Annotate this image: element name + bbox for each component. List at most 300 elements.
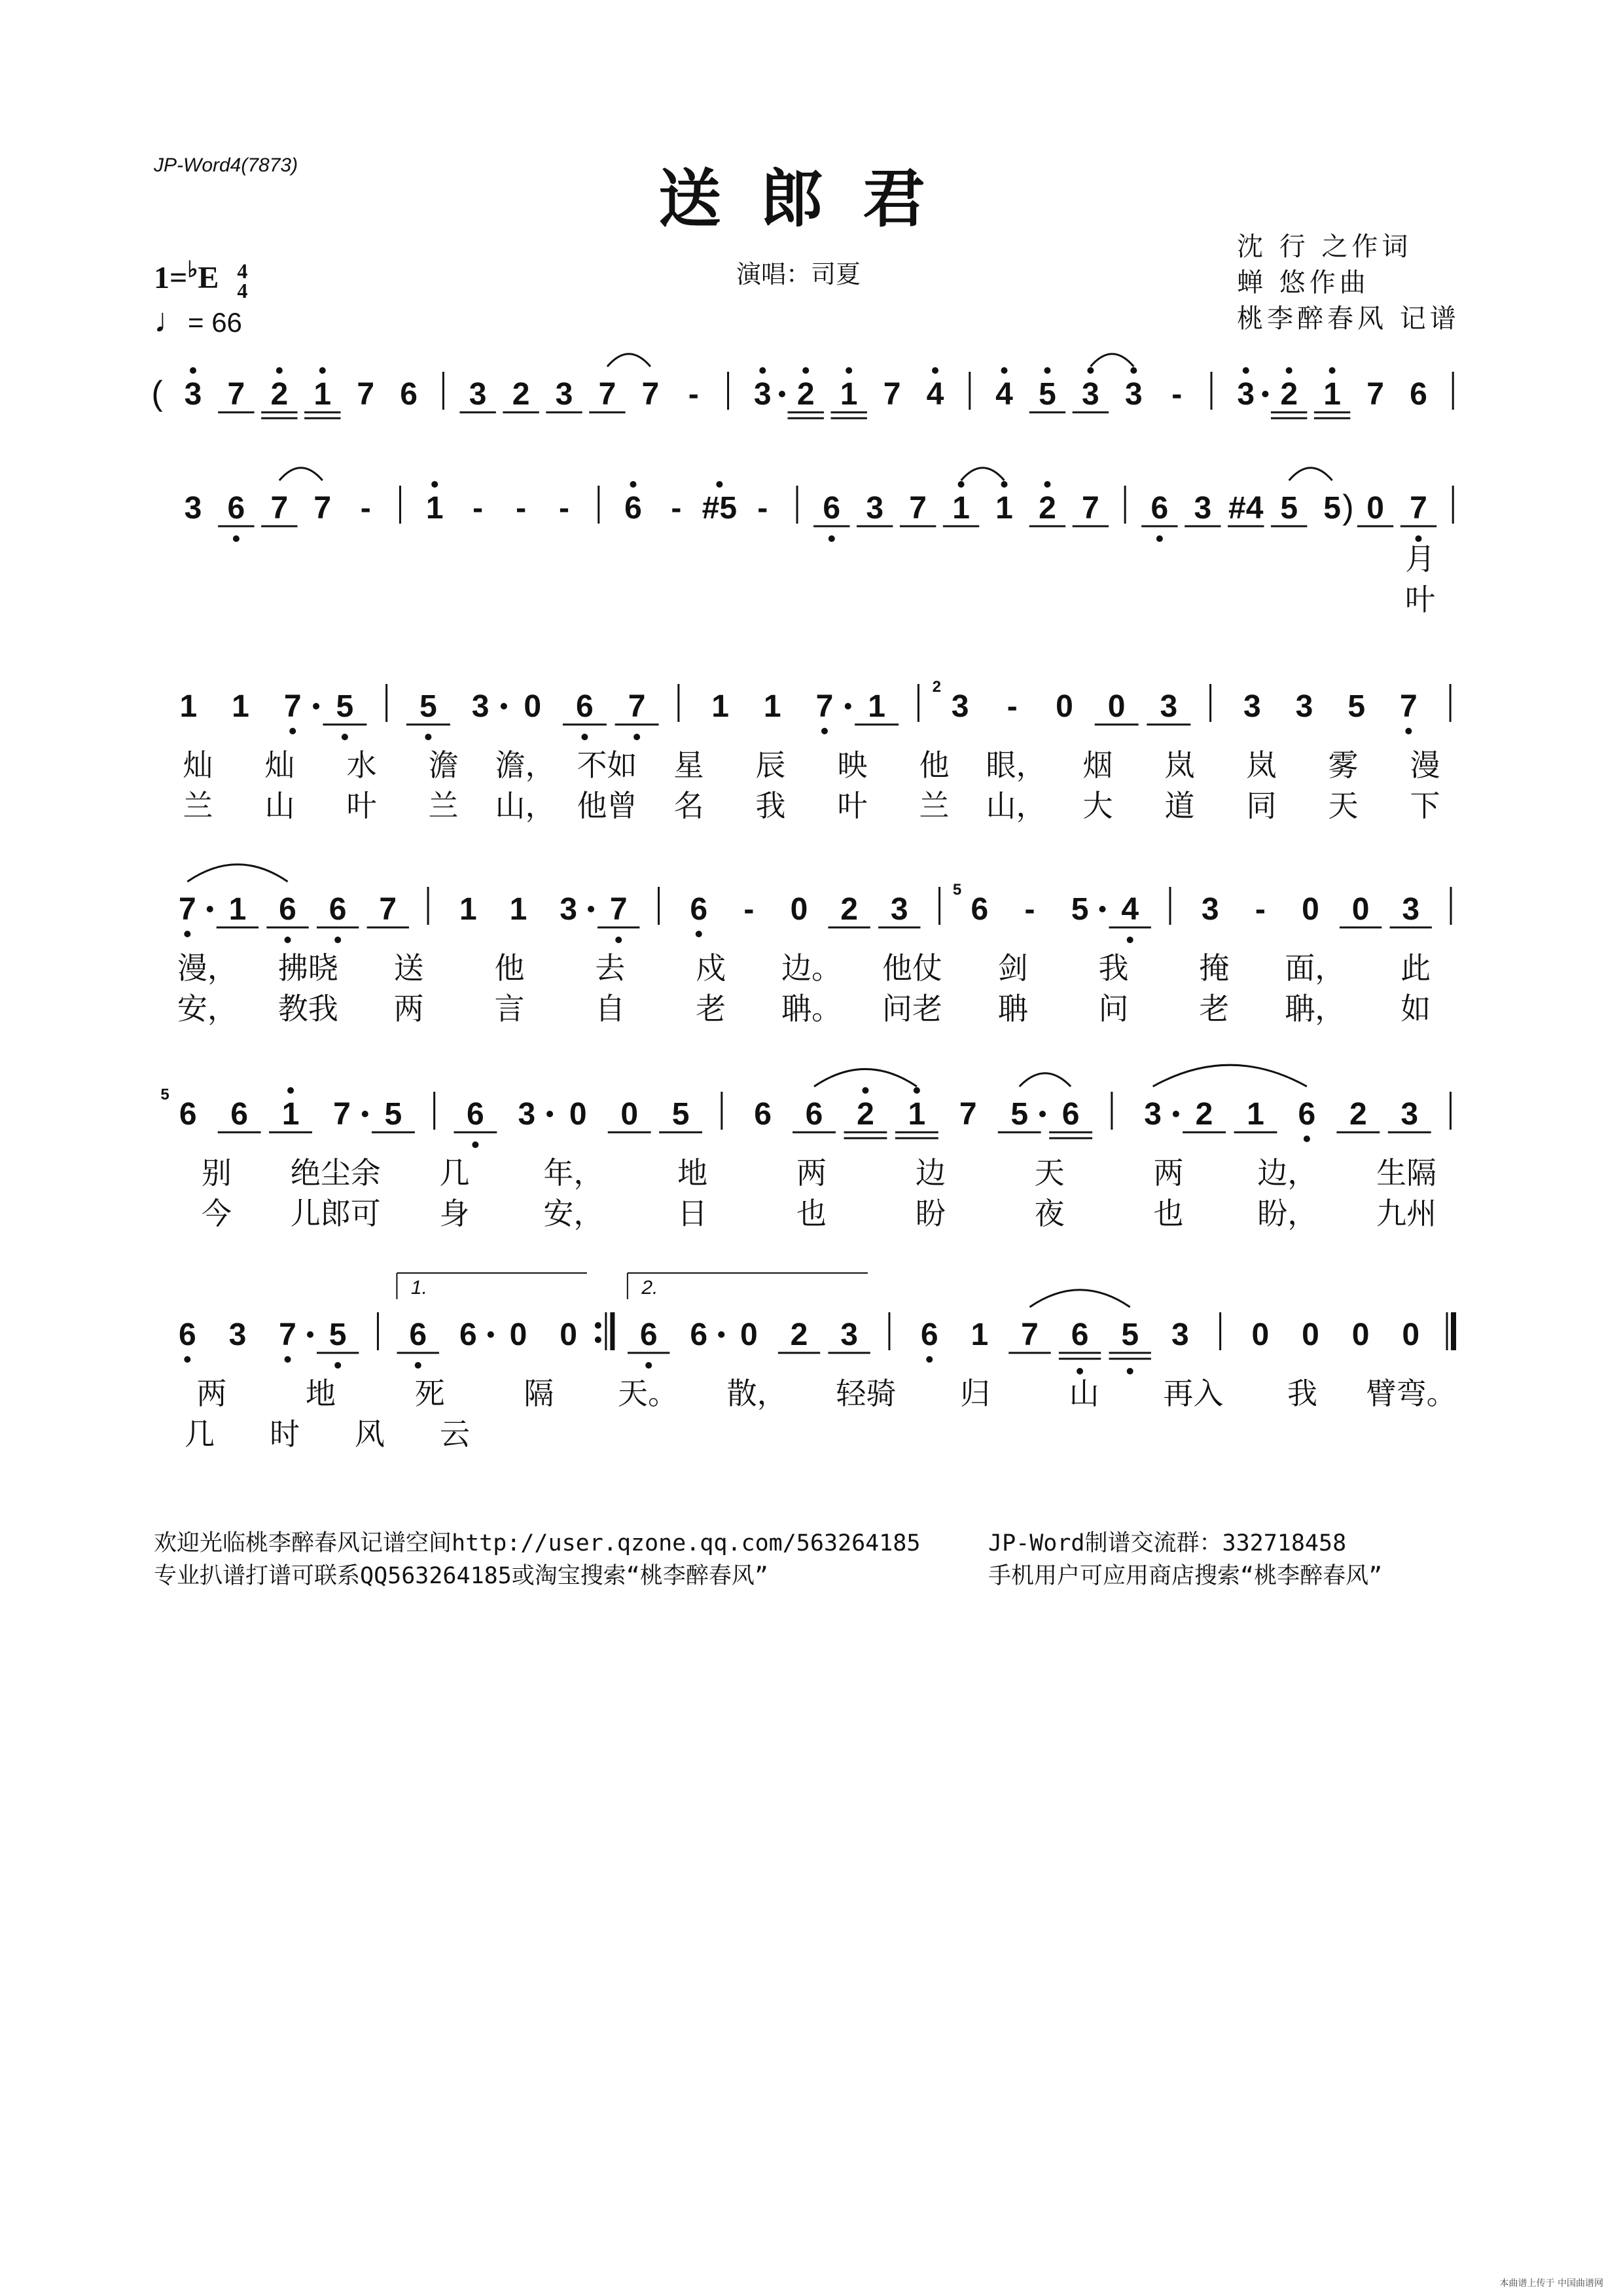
score-note: 5 xyxy=(336,689,354,724)
lyric-verse1: 辰 xyxy=(755,747,786,783)
lyric-verse1: 地 xyxy=(306,1376,336,1411)
score-note: 6 xyxy=(227,491,245,526)
tempo-value: = 66 xyxy=(188,307,242,338)
low-octave-dot xyxy=(696,931,702,937)
score-note: - xyxy=(473,491,484,526)
score-note: 3 xyxy=(471,689,490,724)
volta-number: 1. xyxy=(410,1277,427,1299)
score-note: 7 xyxy=(959,1097,977,1132)
score-note: 0 xyxy=(569,1097,587,1132)
augmentation-dot xyxy=(501,703,507,709)
score-note: 2 xyxy=(1280,377,1298,412)
flat-sign: ♭ xyxy=(187,258,198,282)
lyric-verse2: 儿郎可 xyxy=(290,1196,381,1231)
score-note: - xyxy=(360,491,371,526)
high-octave-dot xyxy=(431,481,438,488)
lyric-verse2: 身 xyxy=(439,1196,470,1231)
score-note: 7 xyxy=(883,377,901,412)
lyric-verse1: 我 xyxy=(1098,950,1129,986)
score-note: 2 xyxy=(796,377,815,412)
score-note: 3 xyxy=(469,377,487,412)
transcriber-credit: 桃李醉春风 记谱 xyxy=(1237,304,1460,334)
lyric-verse1: 边 xyxy=(915,1155,946,1191)
singer-credit: 演唱：司夏 xyxy=(736,260,861,289)
score-note: 3 xyxy=(1160,689,1178,724)
augmentation-dot xyxy=(546,1111,553,1117)
grace-note: 2 xyxy=(932,678,941,696)
tie xyxy=(279,468,323,480)
lyric-verse1: 澹 xyxy=(428,747,459,783)
score-note: 5 xyxy=(1323,491,1341,526)
augmentation-dot xyxy=(207,906,213,912)
score-note: 3 xyxy=(184,377,202,412)
lyric-verse1: 轻骑 xyxy=(836,1376,897,1411)
score-note: 2 xyxy=(840,892,858,927)
score-note: 6 xyxy=(459,1318,477,1352)
lyric-verse1: 边， xyxy=(1257,1155,1318,1191)
high-octave-dot xyxy=(1001,481,1008,488)
score-note: 6 xyxy=(409,1318,427,1352)
lyricist-credit: 沈 行 之作词 xyxy=(1237,232,1412,262)
high-octave-dot xyxy=(276,367,283,374)
lyric-verse1: 他仗 xyxy=(882,950,942,986)
lyric-verse1: 几 xyxy=(439,1155,470,1191)
score-note: 7 xyxy=(1400,689,1418,724)
meter-bottom: 4 xyxy=(237,278,248,302)
close-paren: ) xyxy=(1342,488,1354,526)
lyric-verse2: 老 xyxy=(1199,991,1230,1026)
pickup-lyric: 月 xyxy=(1405,541,1435,577)
tie xyxy=(607,354,651,367)
lyric-verse1: 他 xyxy=(494,950,525,986)
score-note: 0 xyxy=(1056,689,1073,724)
quarter-note-icon: ♩ xyxy=(154,302,188,340)
score-note: 3 xyxy=(1400,1097,1419,1132)
high-octave-dot xyxy=(1243,367,1249,374)
score-note: 7 xyxy=(333,1097,351,1132)
footer-line1-left: 欢迎光临桃李醉春风记谱空间http://user.qzone.qq.com/563264185 xyxy=(154,1530,921,1556)
lyric-verse2: 天 xyxy=(1328,788,1359,823)
score-note: 7 xyxy=(227,377,245,412)
low-octave-dot xyxy=(821,728,828,734)
score-note: 3 xyxy=(228,1318,247,1352)
lyric-verse1: 天 xyxy=(1034,1155,1065,1191)
score-note: 1 xyxy=(232,689,249,724)
score-note: 5 xyxy=(1121,1318,1139,1352)
score-note: 7 xyxy=(1082,491,1099,526)
lyric-verse1: 年， xyxy=(543,1155,604,1191)
score-note: 6 xyxy=(823,491,841,526)
score-note: - xyxy=(1024,892,1035,927)
low-octave-dot xyxy=(289,728,296,734)
lyric-verse2: 名 xyxy=(673,788,704,823)
score-note: - xyxy=(671,491,682,526)
low-octave-dot xyxy=(425,734,431,740)
score-note: 0 xyxy=(560,1318,577,1352)
lyric-verse1: 地 xyxy=(677,1155,708,1191)
score-note: 0 xyxy=(1251,1318,1270,1352)
score-note: 7 xyxy=(909,491,927,526)
low-octave-dot xyxy=(472,1141,478,1148)
augmentation-dot xyxy=(313,703,319,709)
lyric-verse2: 聃。 xyxy=(781,991,842,1026)
score-note: - xyxy=(1171,377,1183,412)
lyric-verse1: 戍 xyxy=(696,950,726,986)
lyric-verse2: 自 xyxy=(595,991,626,1026)
low-octave-dot xyxy=(615,937,622,943)
score-note: 7 xyxy=(628,689,646,724)
high-octave-dot xyxy=(932,367,938,374)
lyric-verse2: 山 xyxy=(264,788,295,823)
score-note: 2 xyxy=(270,377,289,412)
high-octave-dot xyxy=(862,1087,868,1094)
score-note: 5 xyxy=(1280,491,1298,526)
score-note: 0 xyxy=(524,689,542,724)
lyric-verse1: 掩 xyxy=(1199,950,1230,986)
score-note: 1 xyxy=(952,491,970,526)
high-octave-dot xyxy=(958,481,965,488)
score-note: - xyxy=(1007,689,1018,724)
score-note: 0 xyxy=(1366,491,1384,526)
high-octave-dot xyxy=(1329,367,1336,374)
slur xyxy=(187,865,287,882)
lyric-verse1: 我 xyxy=(1287,1376,1317,1411)
high-octave-dot xyxy=(914,1087,920,1094)
high-octave-dot xyxy=(1286,367,1293,374)
score-note: 3 xyxy=(753,377,772,412)
score-note: 0 xyxy=(740,1318,758,1352)
high-octave-dot xyxy=(1130,367,1137,374)
footer-line1-right: JP-Word制谱交流群：332718458 xyxy=(988,1530,1347,1556)
tie xyxy=(1289,468,1332,480)
lyric-verse2: 如 xyxy=(1400,991,1431,1026)
lyric-verse2: 山， xyxy=(495,788,556,823)
lyric-verse1: 星 xyxy=(673,747,704,783)
lyric-verse2: 兰 xyxy=(183,788,213,823)
low-octave-dot xyxy=(285,1356,291,1363)
score-note: 3 xyxy=(951,689,969,724)
low-octave-dot xyxy=(1405,728,1412,734)
low-octave-dot xyxy=(233,535,240,542)
lyric-verse2: 九州 xyxy=(1376,1196,1437,1231)
lyric-verse1: 此 xyxy=(1400,950,1431,986)
score-note: 6 xyxy=(467,1097,484,1132)
lyric-verse2: 夜 xyxy=(1034,1196,1065,1231)
repeat-dot xyxy=(595,1336,601,1343)
score-note: 5 xyxy=(384,1097,402,1132)
score-note: 1 xyxy=(908,1097,926,1132)
score-note: 7 xyxy=(379,892,397,927)
slur xyxy=(1153,1065,1307,1086)
score-note: 6 xyxy=(624,491,642,526)
score-note: 1 xyxy=(711,689,729,724)
low-octave-dot xyxy=(829,535,835,542)
lyric-verse2: 风 xyxy=(355,1416,385,1452)
lyric-verse1: 澹， xyxy=(495,747,556,783)
high-octave-dot xyxy=(190,367,196,374)
score-note: #4 xyxy=(1228,491,1264,526)
slur xyxy=(1020,1073,1071,1086)
low-octave-dot xyxy=(926,1356,933,1363)
lyric-verse1: 两 xyxy=(196,1376,227,1411)
score-note: 7 xyxy=(1410,491,1427,526)
lyric-verse1: 漫， xyxy=(177,950,238,986)
score-note: 5 xyxy=(1347,689,1366,724)
score-note: 3 xyxy=(1402,892,1420,927)
high-octave-dot xyxy=(1044,481,1050,488)
high-octave-dot xyxy=(630,481,636,488)
high-octave-dot xyxy=(716,481,722,488)
score-note: 1 xyxy=(840,377,858,412)
score-note: 7 xyxy=(598,377,616,412)
score-note: - xyxy=(516,491,527,526)
score-note: 2 xyxy=(1195,1097,1213,1132)
score-note: 4 xyxy=(1121,892,1139,927)
score-note: 6 xyxy=(639,1318,658,1352)
lyric-verse2: 言 xyxy=(494,991,525,1026)
score-note: 0 xyxy=(1302,892,1319,927)
augmentation-dot xyxy=(488,1331,494,1338)
lyric-verse1: 臂弯。 xyxy=(1366,1376,1457,1411)
grace-note: 5 xyxy=(160,1086,169,1103)
score-note: 2 xyxy=(1039,491,1056,526)
score-note: 7 xyxy=(270,491,289,526)
score-note: 1 xyxy=(868,689,885,724)
score-note: 6 xyxy=(329,892,347,927)
lyric-verse2: 兰 xyxy=(919,788,950,823)
lyric-verse2: 几 xyxy=(185,1416,215,1452)
lyric-verse1: 烟 xyxy=(1082,747,1113,783)
grace-note: 5 xyxy=(952,881,962,899)
low-octave-dot xyxy=(334,1362,341,1369)
score-note: 3 xyxy=(840,1318,858,1352)
lyric-verse1: 山 xyxy=(1069,1376,1099,1411)
score-note: 7 xyxy=(313,491,332,526)
meter-top: 4 xyxy=(237,259,248,283)
score-note: 6 xyxy=(971,892,989,927)
augmentation-dot xyxy=(845,703,851,709)
tie xyxy=(961,468,1005,480)
score-note: 1 xyxy=(425,491,444,526)
score-note: 7 xyxy=(609,892,628,927)
lyric-verse2: 盼 xyxy=(915,1196,946,1231)
lyric-verse2: 同 xyxy=(1246,788,1277,823)
score-note: 1 xyxy=(179,689,198,724)
high-octave-dot xyxy=(846,367,852,374)
open-paren: ( xyxy=(151,374,163,412)
lyric-verse2: 云 xyxy=(440,1416,470,1452)
score-note: 7 xyxy=(1366,377,1384,412)
score-note: 3 xyxy=(560,892,577,927)
low-octave-dot xyxy=(1127,1368,1133,1374)
software-label: JP-Word4(7873) xyxy=(154,154,298,176)
score-note: 6 xyxy=(230,1097,248,1132)
augmentation-dot xyxy=(1099,906,1106,912)
lyric-verse2: 下 xyxy=(1410,788,1440,823)
score-note: 0 xyxy=(620,1097,639,1132)
lyric-verse1: 灿 xyxy=(183,747,213,783)
score-note: 6 xyxy=(1071,1318,1089,1352)
augmentation-dot xyxy=(362,1111,368,1117)
high-octave-dot xyxy=(287,1087,294,1094)
low-octave-dot xyxy=(1304,1136,1310,1142)
lyric-verse2: 问 xyxy=(1098,991,1129,1026)
score-note: 4 xyxy=(926,377,944,412)
score-note: 7 xyxy=(178,892,196,927)
low-octave-dot xyxy=(581,734,588,740)
lyric-verse1: 映 xyxy=(837,747,868,783)
score-note: 0 xyxy=(1351,1318,1370,1352)
score-note: 3 xyxy=(1237,377,1255,412)
footer-line2-right: 手机用户可应用商店搜索“桃李醉春风” xyxy=(988,1563,1383,1589)
augmentation-dot xyxy=(1173,1111,1179,1117)
score-note: 3 xyxy=(1243,689,1261,724)
score-note: 3 xyxy=(555,377,573,412)
lyric-verse1: 去 xyxy=(595,950,626,986)
score-note: 6 xyxy=(179,1097,197,1132)
low-octave-dot xyxy=(285,937,291,943)
score-note: 3 xyxy=(1144,1097,1162,1132)
lyric-verse1: 拂晓 xyxy=(277,950,338,986)
high-octave-dot xyxy=(1044,367,1050,374)
score-note: - xyxy=(1255,892,1266,927)
volta-number: 2. xyxy=(641,1277,658,1299)
score-note: 3 xyxy=(1082,377,1099,412)
lyric-verse1: 面， xyxy=(1285,950,1346,986)
lyric-verse1: 水 xyxy=(346,747,377,783)
lyric-verse2: 问老 xyxy=(882,991,942,1026)
augmentation-dot xyxy=(718,1331,724,1338)
slur xyxy=(1029,1290,1130,1307)
lyric-verse2: 安， xyxy=(543,1196,604,1231)
lyric-verse1: 送 xyxy=(393,950,424,986)
score-note: - xyxy=(743,892,755,927)
score-note: 3 xyxy=(518,1097,536,1132)
score-note: 5 xyxy=(1039,377,1056,412)
score-note: 5 xyxy=(1010,1097,1029,1132)
lyric-verse2: 日 xyxy=(677,1196,708,1231)
low-octave-dot xyxy=(1156,535,1163,542)
low-octave-dot xyxy=(1077,1368,1083,1374)
low-octave-dot xyxy=(184,1356,190,1363)
low-octave-dot xyxy=(415,1362,421,1369)
score-note: 1 xyxy=(1247,1097,1264,1132)
score-note: 3 xyxy=(1201,892,1219,927)
lyric-verse1: 隔 xyxy=(524,1376,554,1411)
score-note: 1 xyxy=(313,377,332,412)
lyric-verse2: 山， xyxy=(986,788,1046,823)
composer-credit: 蝉 悠作曲 xyxy=(1237,268,1370,298)
lyric-verse1: 再入 xyxy=(1163,1376,1224,1411)
score-note: 5 xyxy=(671,1097,690,1132)
lyric-verse2: 老 xyxy=(696,991,726,1026)
score-note: 6 xyxy=(576,689,594,724)
lyric-verse2: 安， xyxy=(177,991,238,1026)
lyric-verse2: 大 xyxy=(1082,788,1113,823)
repeat-dot xyxy=(595,1322,601,1329)
lyric-verse2: 兰 xyxy=(428,788,459,823)
lyric-verse1: 他 xyxy=(919,747,950,783)
high-octave-dot xyxy=(1087,367,1094,374)
score-note: 6 xyxy=(1410,377,1427,412)
lyric-verse1: 剑 xyxy=(997,950,1028,986)
score-note: 7 xyxy=(283,689,302,724)
lyric-verse1: 两 xyxy=(796,1155,827,1191)
lyric-verse2: 两 xyxy=(393,991,424,1026)
score-note: 6 xyxy=(690,892,708,927)
score-note: 0 xyxy=(790,892,808,927)
score-note: 0 xyxy=(1107,689,1126,724)
lyric-verse1: 灿 xyxy=(264,747,295,783)
score-note: 0 xyxy=(1351,892,1370,927)
high-octave-dot xyxy=(319,367,326,374)
score-note: - xyxy=(757,491,768,526)
score-note: 6 xyxy=(1061,1097,1080,1132)
key-note: E xyxy=(198,260,219,295)
score-note: 6 xyxy=(920,1318,938,1352)
score-note: 0 xyxy=(509,1318,527,1352)
lyric-verse2: 叶 xyxy=(346,788,377,823)
low-octave-dot xyxy=(334,937,341,943)
score-note: #5 xyxy=(702,491,738,526)
low-octave-dot xyxy=(633,734,640,740)
score-note: 7 xyxy=(357,377,375,412)
lyric-verse2: 我 xyxy=(755,788,786,823)
low-octave-dot xyxy=(1127,937,1133,943)
upload-stamp: 本曲谱上传于 中国曲谱网 xyxy=(1499,2278,1603,2289)
lyric-verse2: 道 xyxy=(1164,788,1195,823)
score-note: 3 xyxy=(184,491,202,526)
key-prefix: 1= xyxy=(154,260,188,295)
score-note: 7 xyxy=(815,689,834,724)
lyric-verse1: 岚 xyxy=(1246,747,1277,783)
lyric-verse2: 聃 xyxy=(997,991,1028,1026)
augmentation-dot xyxy=(1262,391,1268,397)
score-note: 6 xyxy=(279,892,296,927)
lyric-verse2: 教我 xyxy=(277,991,338,1026)
score-note: 7 xyxy=(641,377,660,412)
footer-line2-left: 专业扒谱打谱可联系QQ563264185或淘宝搜索“桃李醉春风” xyxy=(154,1563,768,1589)
score-note: 3 xyxy=(1295,689,1313,724)
lyric-verse2: 叶 xyxy=(837,788,868,823)
score-note: 3 xyxy=(1124,377,1143,412)
score-note: 6 xyxy=(178,1318,196,1352)
score-note: 3 xyxy=(890,892,908,927)
lyric-verse1: 死 xyxy=(414,1376,445,1411)
score-note: 5 xyxy=(1071,892,1089,927)
score-note: 0 xyxy=(1402,1318,1420,1352)
lyric-verse2: 聃， xyxy=(1285,991,1346,1026)
lyric-verse1: 生隔 xyxy=(1376,1155,1437,1191)
score-note: - xyxy=(688,377,699,412)
pickup-lyric: 叶 xyxy=(1405,582,1435,617)
score-note: 1 xyxy=(995,491,1013,526)
low-octave-dot xyxy=(342,734,348,740)
score-note: 5 xyxy=(419,689,437,724)
score-note: 0 xyxy=(1302,1318,1319,1352)
score-note: 3 xyxy=(1171,1318,1189,1352)
score-note: 1 xyxy=(459,892,477,927)
score-note: 6 xyxy=(400,377,418,412)
high-octave-dot xyxy=(1001,367,1008,374)
augmentation-dot xyxy=(307,1331,313,1338)
song-title: 送郎君 xyxy=(658,162,965,236)
lyric-verse1: 岚 xyxy=(1164,747,1195,783)
lyric-verse2: 也 xyxy=(1153,1196,1184,1231)
score-note: 3 xyxy=(866,491,884,526)
score-note: 1 xyxy=(281,1097,300,1132)
lyric-verse1: 归 xyxy=(960,1376,990,1411)
